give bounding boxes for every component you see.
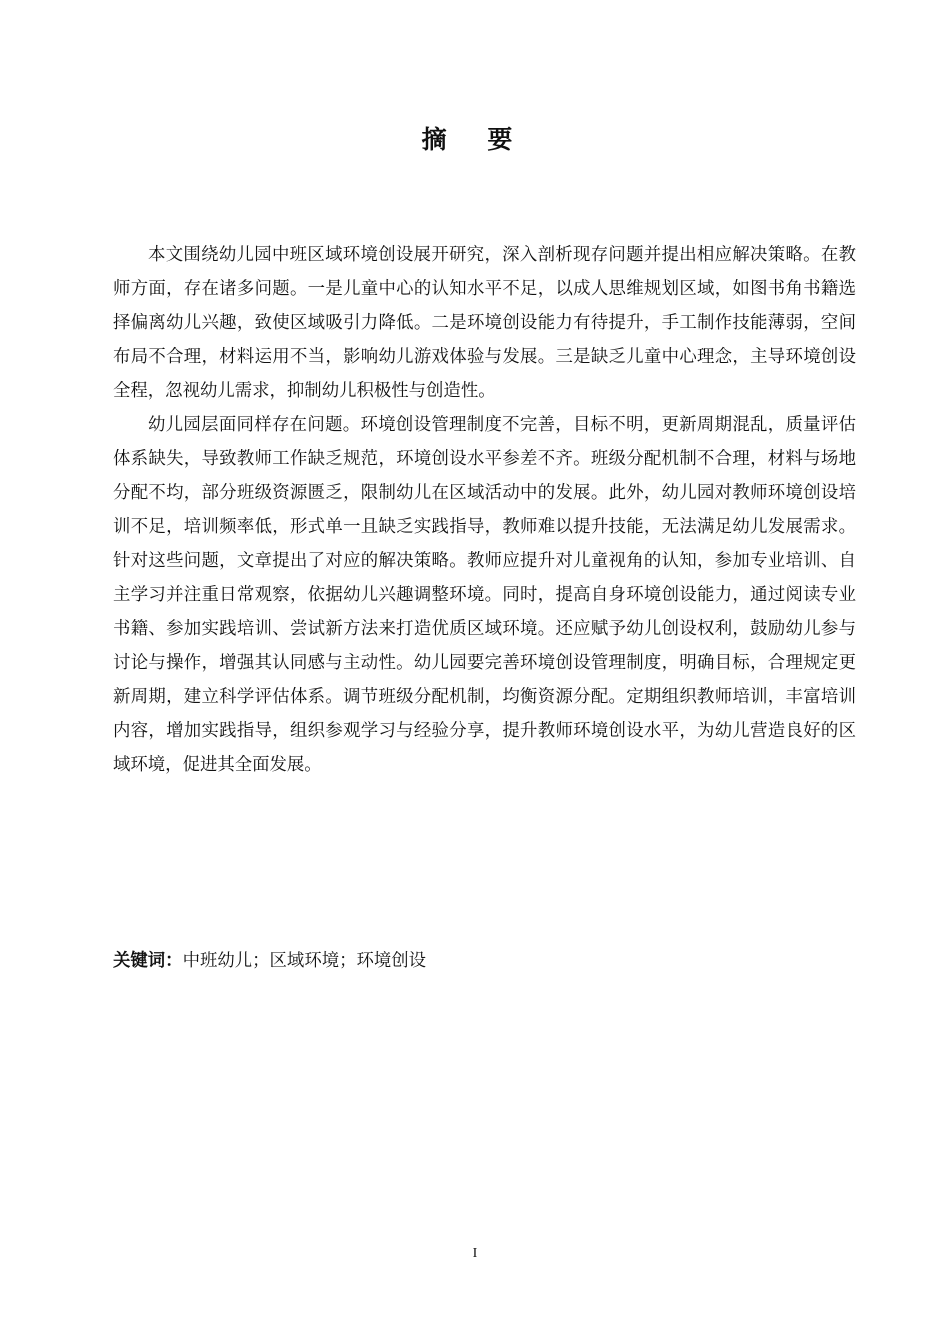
abstract-paragraph-2: 幼儿园层面同样存在问题。环境创设管理制度不完善，目标不明，更新周期混乱，质量评估体系缺失，导致教师工作缺乏规范，环境创设水平参差不齐。班级分配机制不合理，材料与场地分配不均，部分班级资源匮乏，限制幼儿在区域活动中的发展。此外，幼儿园对教师环境创设培训不足，培训频率低，形式单一且缺乏实践指导，教师难以提升技能，无法满足幼儿发展需求。针对这些问题，文章提出了对应的解决策略。教师应提升对儿童视角的认知，参加专业培训、自主学习并注重日常观察，依据幼儿兴趣调整环境。同时，提高自身环境创设能力，通过阅读专业书籍、参加实践培训、尝试新方法来打造优质区域环境。还应赋予幼儿创设权利，鼓励幼儿参与讨论与操作，增强其认同感与主动性。幼儿园要完善环境创设管理制度，明确目标，合理规定更新周期，建立科学评估体系。调节班级分配机制，均衡资源分配。定期组织教师培训，丰富培训内容，增加实践指导，组织参观学习与经验分享，提升教师环境创设水平，为幼儿营造良好的区域环境，促进其全面发展。 bbox=[113, 415, 856, 775]
abstract-body bbox=[113, 238, 856, 782]
page-number: I bbox=[472, 1246, 478, 1261]
keywords-text: 中班幼儿；区域环境；环境创设 bbox=[182, 951, 427, 971]
keywords-line bbox=[113, 945, 856, 977]
abstract-title: 摘 要 bbox=[421, 125, 529, 154]
abstract-paragraph-1: 本文围绕幼儿园中班区域环境创设展开研究，深入剖析现存问题并提出相应解决策略。在教师方面，存在诸多问题。一是儿童中心的认知水平不足，以成人思维规划区域，如图书角书籍选择偏离幼儿兴趣，致使区域吸引力降低。二是环境创设能力有待提升，手工制作技能薄弱，空间布局不合理，材料运用不当，影响幼儿游戏体验与发展。三是缺乏儿童中心理念，主导环境创设全程，忽视幼儿需求，抑制幼儿积极性与创造性。 bbox=[113, 245, 856, 401]
keywords-label: 关键词： bbox=[113, 951, 183, 971]
